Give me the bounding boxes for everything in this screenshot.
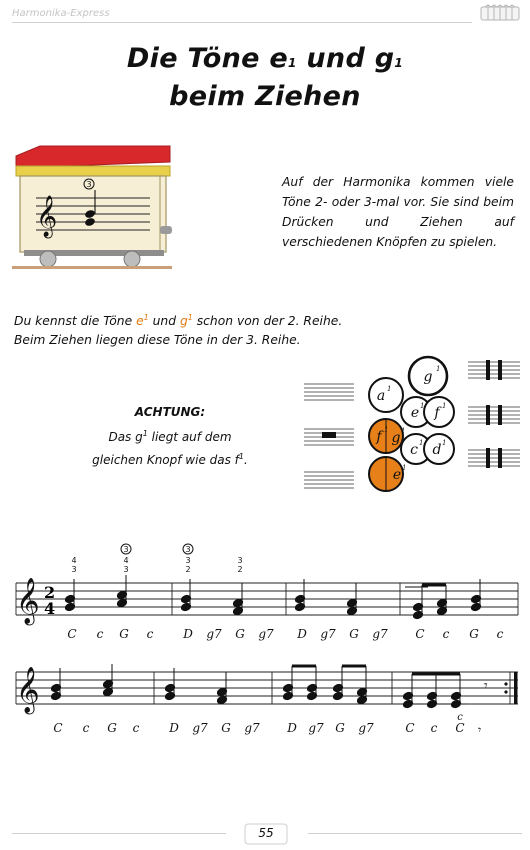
button-label-f-shared: f — [376, 429, 382, 445]
svg-text:3: 3 — [185, 545, 191, 554]
svg-text:1: 1 — [420, 402, 425, 410]
button-label-d: d — [432, 442, 442, 458]
warning-text: Das $g^1$ liegt auf dem gleichen Knopf wie das $f^1$. — [92, 429, 248, 467]
svg-text:𝄞: 𝄞 — [16, 667, 40, 713]
svg-text:g7: g7 — [320, 627, 336, 641]
right-staff-marks — [468, 362, 520, 466]
svg-text:𝄾: 𝄾 — [484, 678, 488, 694]
accordion-button-diagram — [300, 350, 525, 500]
wagon-finger-number: 3 — [86, 180, 92, 189]
svg-text:c: c — [457, 712, 463, 723]
button-label-f: f — [434, 405, 440, 421]
svg-text:G: G — [235, 627, 245, 641]
svg-text:3: 3 — [123, 565, 129, 574]
time-signature-bottom: 4 — [44, 599, 56, 618]
svg-text:g7: g7 — [372, 627, 388, 641]
footer-divider-left — [12, 833, 226, 834]
svg-text:3: 3 — [185, 556, 191, 565]
svg-text:C: C — [53, 721, 63, 735]
svg-text:3: 3 — [71, 565, 77, 574]
svg-text:1: 1 — [419, 439, 424, 447]
svg-text:1: 1 — [436, 365, 441, 373]
svg-text:3: 3 — [237, 556, 243, 565]
svg-text:c: c — [132, 721, 140, 735]
svg-text:G: G — [335, 721, 345, 735]
note-e-highlight: $e^1$ — [136, 313, 149, 329]
known-notes-paragraph: Du kennst die Töne $e^1$ und $g^1$ schon von der 2. Reihe. Beim Ziehen liegen diese Töne in der 3. Reihe. — [14, 313, 343, 348]
svg-text:c: c — [82, 721, 90, 735]
button-label-g-shared: g — [391, 430, 401, 446]
svg-text:c: c — [146, 627, 154, 641]
svg-text:G: G — [349, 627, 359, 641]
footer-divider-right — [308, 833, 522, 834]
svg-text:G: G — [119, 627, 129, 641]
svg-text:2: 2 — [185, 565, 191, 574]
svg-text:g7: g7 — [192, 721, 208, 735]
svg-text:3: 3 — [123, 545, 129, 554]
svg-text:G: G — [107, 721, 117, 735]
svg-text:1: 1 — [384, 426, 389, 434]
svg-text:1: 1 — [401, 427, 406, 435]
svg-text:D: D — [183, 627, 193, 641]
svg-text:c: c — [430, 721, 438, 735]
svg-text:g7: g7 — [358, 721, 374, 735]
accordion-icon — [480, 4, 520, 22]
svg-text:1: 1 — [387, 385, 392, 393]
svg-text:g7: g7 — [206, 627, 222, 641]
intro-paragraph: Auf der Harmonika kommen viele Töne 2- oder 3-mal vor. Sie sind beim Drücken und Ziehen auf verschiedenen Knöpfen zu spielen. — [282, 175, 514, 249]
header-title: Harmonika-Express — [12, 8, 110, 19]
svg-text:c: c — [442, 627, 450, 641]
button-label-e-lower: e — [392, 467, 402, 483]
time-signature-top: 2 — [44, 583, 56, 602]
svg-text:c: c — [496, 627, 504, 641]
button-label-c: c — [410, 442, 418, 458]
svg-text:G: G — [469, 627, 479, 641]
svg-text:C: C — [405, 721, 415, 735]
header-divider — [12, 22, 472, 23]
svg-text:D: D — [169, 721, 179, 735]
svg-text:𝄾: 𝄾 — [478, 723, 482, 737]
music-staff-2 — [10, 652, 522, 767]
svg-text:2: 2 — [237, 565, 243, 574]
svg-text:C: C — [415, 627, 425, 641]
train-wagon-illustration — [10, 140, 175, 275]
svg-text:c: c — [96, 627, 104, 641]
svg-text:4: 4 — [123, 556, 129, 565]
button-label-e: e — [410, 405, 420, 421]
svg-text:𝄞: 𝄞 — [36, 196, 58, 237]
svg-text:1: 1 — [402, 464, 407, 472]
svg-text:D: D — [297, 627, 307, 641]
svg-text:4: 4 — [71, 556, 77, 565]
svg-text:g7: g7 — [244, 721, 260, 735]
svg-text:C: C — [455, 721, 465, 735]
button-label-a: a — [376, 388, 386, 404]
note-g-highlight: $g^1$ — [179, 313, 193, 329]
page-title: Die Töne $e^1$ und $g^1$ beim Ziehen — [126, 43, 404, 112]
svg-text:1: 1 — [442, 439, 447, 447]
svg-text:g7: g7 — [258, 627, 274, 641]
music-staff-1 — [10, 538, 522, 653]
svg-text:D: D — [287, 721, 297, 735]
svg-text:C: C — [67, 627, 77, 641]
warning-title: ACHTUNG: — [134, 405, 206, 419]
button-label-g: g — [423, 369, 433, 385]
svg-text:g7: g7 — [308, 721, 324, 735]
page-number: 55 — [258, 826, 274, 840]
svg-text:1: 1 — [442, 402, 447, 410]
svg-text:G: G — [221, 721, 231, 735]
svg-text:𝄞: 𝄞 — [16, 578, 40, 624]
